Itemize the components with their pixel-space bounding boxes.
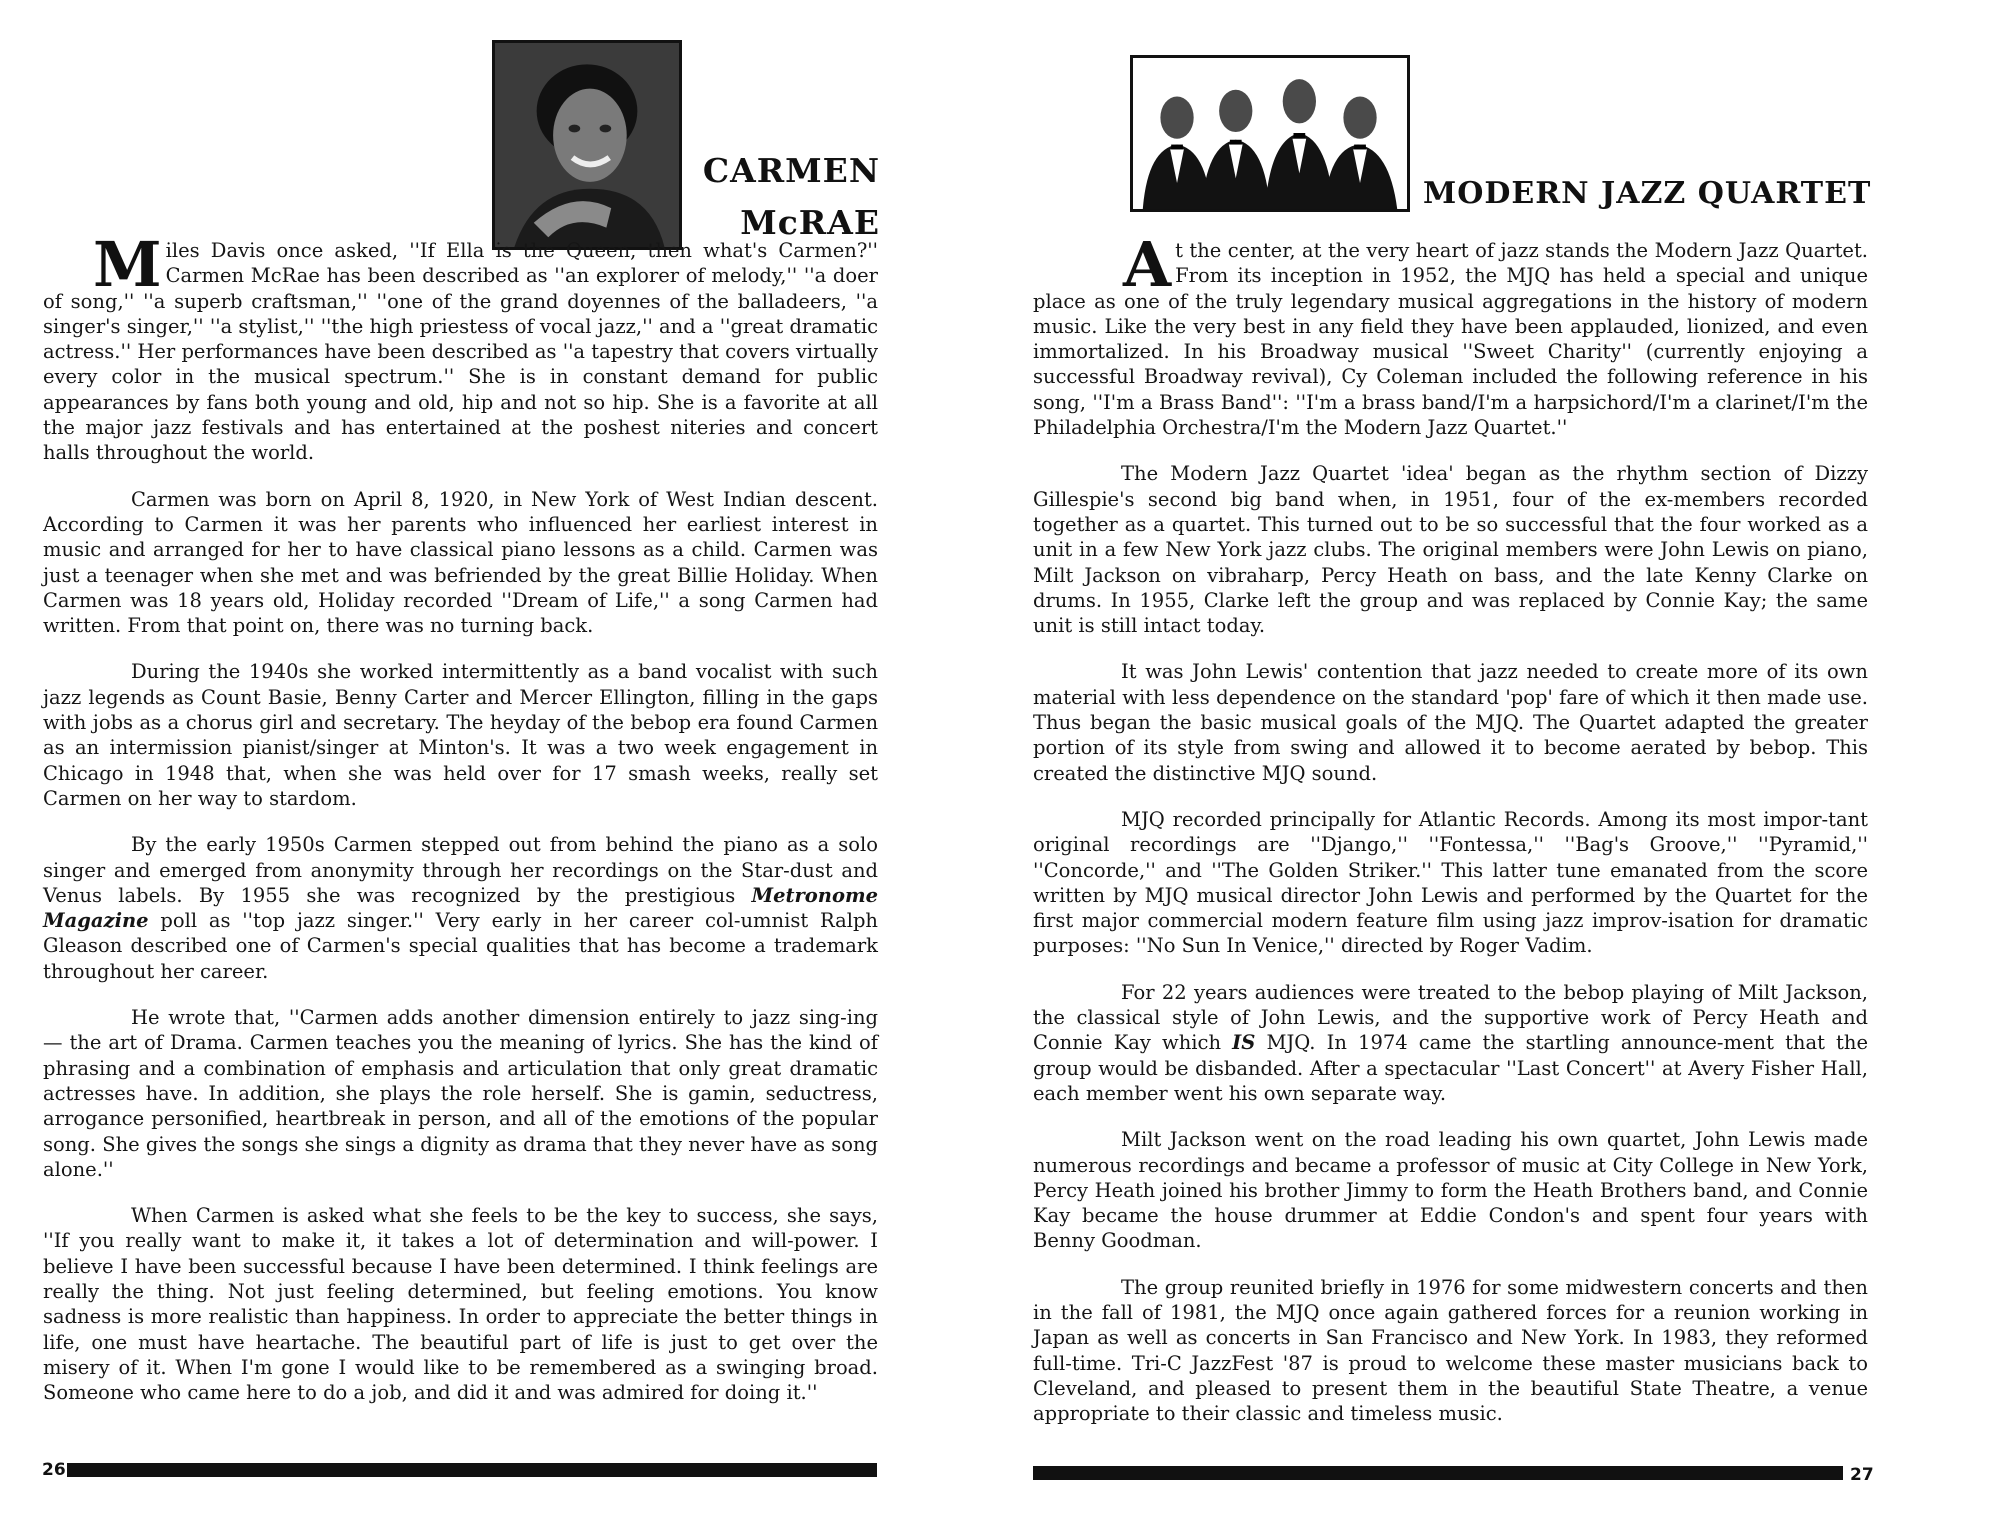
carmen-title xyxy=(703,145,880,249)
carmen-paragraph-6: When Carmen is asked what she feels to be the key to success, she says, ''If you really want to make it, it takes a lot of determination and will-power. I believe I have been successful because I have been determined. I think feelings are really the thing. Not just feeling determined, but feeling emotions. You know sadness is more realistic than happiness. In order to appreciate the better things in life, one must have heartache. The beautiful part of life is just to get over the misery of it. When I'm gone I would like to be remembered as a swinging broad. Someone who came here to do a job, and did it and was admired for doing it.'' xyxy=(43,1204,878,1405)
portrait-image xyxy=(495,43,679,247)
mjq-paragraph-7: The group reunited briefly in 1976 for some midwestern concerts and then in the fall of 1981, the MJQ once again gathered forces for a reunion working in Japan as well as concerts in San Francisco and New York. In 1983, they reformed full-time. Tri-C JazzFest '87 is proud to welcome these master musicians back to Cleveland, and pleased to present them in the beautiful State Theatre, a venue appropriate to their classic and timeless music. xyxy=(1033,1275,1868,1426)
is-emphasis: IS xyxy=(1232,1031,1256,1055)
carmen-paragraph-4: By the early 1950s Carmen stepped out from behind the piano as a solo singer and emerged from anonymity through her recordings on the Star-dust and Venus labels. By 1955 she was recognized by the prestigious Metronome Magazine poll as ''top jazz singer.'' Very early in her career col-umnist Ralph Gleason described one of Carmen's special qualities that has become a trademark throughout her career. xyxy=(43,833,879,983)
carmen-paragraph-2: Carmen was born on April 8, 1920, in New York of West Indian descent. According to Carmen it was her parents who influenced her earliest interest in music and arranged for her to have classical piano lessons as a child. Carmen was just a teenager when she met and was befriended by the great Billie Holiday. When Carmen was 18 years old, Holiday recorded ''Dream of Life,'' a song Carmen had written. From that point on, there was no turning back. xyxy=(43,487,878,638)
footer-rule-left xyxy=(67,1463,877,1477)
mjq-photo xyxy=(1130,55,1410,212)
mjq-paragraph-6: Milt Jackson went on the road leading his own quartet, John Lewis made numerous recordings and became a professor of music at City College in New York, Percy Heath joined his brother Jimmy to form the Heath Brothers band, and Connie Kay became the house drummer at Eddie Condon's and spent four years with Benny Goodman. xyxy=(1033,1128,1868,1253)
mjq-paragraph-1: At the center, at the very heart of jazz stands the Modern Jazz Quartet. From its inception in 1952, the MJQ has held a special and unique place as one of the truly legendary musical aggregations in the history of modern music. Like the very best in any field they have been applauded, lionized, and even immortalized. In his Broadway musical ''Sweet Charity'' (currently enjoying a successful Broadway revival), Cy Coleman included the following reference in his song, ''I'm a Brass Band'': ''I'm a brass band/I'm a harpsichord/I'm a clarinet/I'm the Philadelphia Orchestra/I'm the Modern Jazz Quartet.'' xyxy=(1033,228,1868,440)
mjq-paragraph-4: MJQ recorded principally for Atlantic Records. Among its most impor-tant original recordings are ''Django,'' ''Fontessa,'' ''Bag's Groove,'' ''Pyramid,'' ''Concorde,'' and ''The Golden Striker.'' This latter tune emanated from the score written by MJQ musical director John Lewis and performed by the Quartet for the first major commercial modern feature film using jazz improv-isation for dramatic purposes: ''No Sun In Venice,'' directed by Roger Vadim. xyxy=(1033,807,1868,958)
carmen-title-line1: CARMEN xyxy=(702,151,880,190)
group-image xyxy=(1133,58,1407,209)
carmen-paragraph-3: During the 1940s she worked intermittently as a band vocalist with such jazz legends as Count Basie, Benny Carter and Mercer Ellington, filling in the gaps with jobs as a chorus girl and secretary. The heyday of the bebop era found Carmen as an intermission pianist/singer at Minton's. It was a two week engagement in Chicago in 1948 that, when she was held over for 17 smash weeks, really set Carmen on her way to stardom. xyxy=(43,660,878,810)
carmen-article-body xyxy=(43,228,879,1426)
carmen-paragraph-5: He wrote that, ''Carmen adds another dimension entirely to jazz sing-ing — the art of Drama. Carmen teaches you the meaning of lyrics. She has the kind of phrasing and a combination of emphasis and articulation that only great dramatic actresses have. In addition, she plays the role herself. She is gamin, seductress, arrogance personified, heartbreak in person, and all of the emotions of the popular song. She gives the songs she sings a dignity as drama that they never have as song alone.'' xyxy=(43,1006,878,1181)
page-number-left: 26 xyxy=(42,1460,66,1480)
footer-rule-right xyxy=(1033,1466,1843,1480)
dropcap-m: M xyxy=(93,228,162,301)
mjq-article-body xyxy=(1033,228,1868,1447)
mjq-paragraph-2: The Modern Jazz Quartet 'idea' began as the rhythm section of Dizzy Gillespie's second big band when, in 1951, four of the ex-members recorded together as a quartet. This turned out to be so successful that the four worked as a unit in a few New York jazz clubs. The original members were John Lewis on piano, Milt Jackson on vibraharp, Percy Heath on bass, and the late Kenny Clarke on drums. In 1955, Clarke left the group and was replaced by Connie Kay; the same unit is still intact today. xyxy=(1033,462,1868,638)
dropcap-a: A xyxy=(1123,228,1172,301)
mjq-paragraph-3: It was John Lewis' contention that jazz needed to create more of its own material with less dependence on the standard 'pop' fare of which it then made use. Thus began the basic musical goals of the MJQ. The Quartet adapted the greater portion of its style from swing and allowed it to become aerated by bebop. This created the distinctive MJQ sound. xyxy=(1033,660,1868,785)
carmen-mcrae-photo xyxy=(492,40,682,250)
metronome-magazine-emphasis: Metronome Magazine xyxy=(43,883,879,933)
page-right xyxy=(1000,0,2000,1540)
mjq-paragraph-5: For 22 years audiences were treated to the bebop playing of Milt Jackson, the classical style of John Lewis, and the supportive work of Percy Heath and Connie Kay which IS MJQ. In 1974 came the startling announce-ment that the group would be disbanded. After a spectacular ''Last Concert'' at Avery Fisher Hall, each member went his own separate way. xyxy=(1033,980,1868,1105)
carmen-title-line2: McRAE xyxy=(740,203,880,242)
mjq-title: MODERN JAZZ QUARTET xyxy=(1423,176,1872,211)
carmen-paragraph-1: Miles Davis once asked, ''If Ella is the Queen, then what's Carmen?'' Carmen McRae has been described as ''an explorer of melody,'' ''a doer of song,'' ''a superb craftsman,'' ''one of the grand doyennes of the balladeers, ''a singer's singer,'' ''a stylist,'' ''the high priestess of vocal jazz,'' and a ''great dramatic actress.'' Her performances have been described as ''a tapestry that covers virtually every color in the musical spectrum.'' She is in constant demand for public appearances by fans both young and old, hip and not so hip. She is a favorite at all the major jazz festivals and has entertained at the poshest niteries and concert halls throughout the world. xyxy=(43,228,879,465)
page-number-right: 27 xyxy=(1850,1465,1874,1485)
